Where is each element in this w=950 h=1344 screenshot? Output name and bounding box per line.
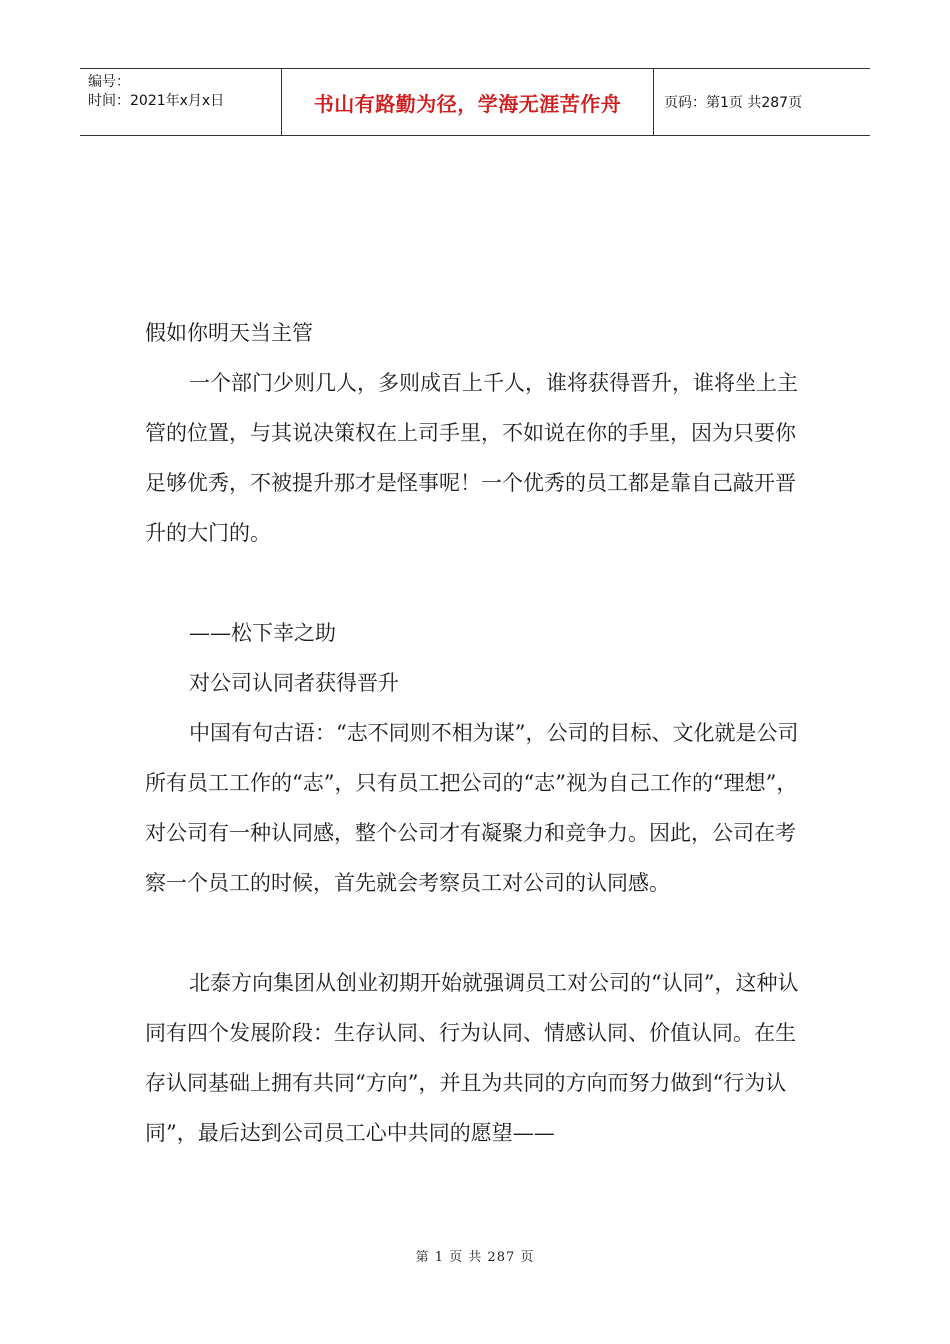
header-motto: 书山有路勤为径，学海无涯苦作舟 (282, 69, 654, 135)
article-title: 假如你明天当主管 (145, 321, 313, 345)
document-header (80, 68, 870, 136)
paragraph-intro: 一个部门少则几人，多则成百上千人，谁将获得晋升，谁将坐上主管的位置，与其说决策权在上司手里，不如说在你的手里，因为只要你足够优秀，不被提升那才是怪事呢！一个优秀的员工都是靠自己敲开晋升的大门的。 (145, 371, 798, 545)
quote-author: ——松下幸之助 (189, 621, 336, 645)
document-date: 时间：2021年x月x日 (88, 93, 225, 109)
paragraph-spacer (145, 908, 809, 958)
document-number-label: 编号： (88, 74, 130, 90)
paragraph-spacer (145, 558, 809, 608)
header-page-info: 页码：第1页 共287页 (664, 95, 803, 111)
header-meta-cell (80, 69, 282, 135)
paragraph-beitai: 北泰方向集团从创业初期开始就强调员工对公司的“认同”，这种认同有四个发展阶段：生存认同、行为认同、情感认同、价值认同。在生存认同基础上拥有共同“方向”，并且为共同的方向而努力做到“行为认同”，最后达到公司员工心中共同的愿望—— (145, 971, 799, 1145)
page-footer: 第 1 页 共 287 页 (415, 1250, 535, 1265)
section-title: 对公司认同者获得晋升 (189, 671, 399, 695)
document-body (145, 308, 809, 1158)
paragraph-identity: 中国有句古语：“志不同则不相为谋”，公司的目标、文化就是公司所有员工工作的“志”，只有员工把公司的“志”视为自己工作的“理想”，对公司有一种认同感，整个公司才有凝聚力和竞争力。因此，公司在考察一个员工的时候，首先就会考察员工对公司的认同感。 (145, 721, 799, 895)
